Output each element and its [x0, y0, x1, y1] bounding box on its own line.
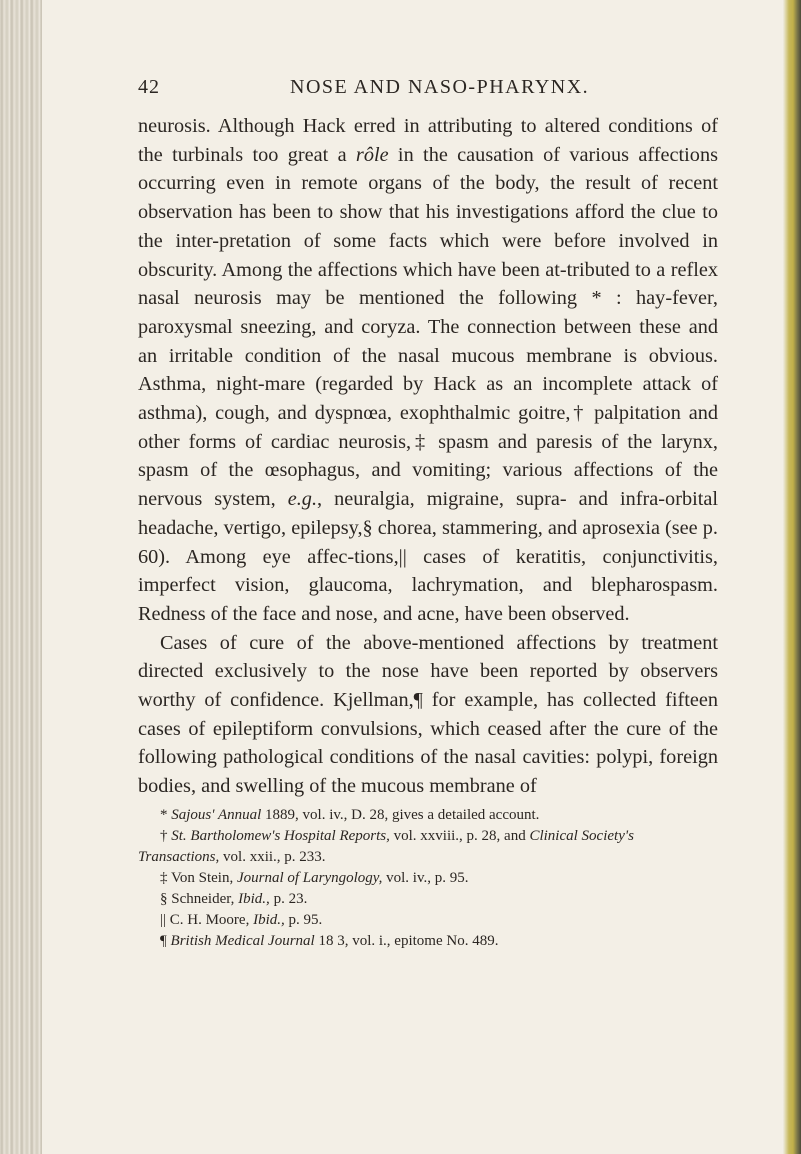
binding-gutter-left — [0, 0, 42, 1154]
footnote: ¶ British Medical Journal 18 3, vol. i., epitome No. 489. — [160, 932, 499, 949]
page-number: 42 — [138, 76, 160, 98]
footnotes — [138, 805, 718, 952]
book-page — [138, 72, 718, 952]
paragraph-2: Cases of cure of the above-mentioned affections by treatment directed exclusively to the nose have been reported by observers worthy of confidence. Kjellman,¶ for example, has collected fifteen cases of epileptiform convulsions, which ceased after the cure of the following pathological conditions of the nasal cavities: polypi, foreign bodies, and swelling of the mucous membrane of — [138, 631, 718, 798]
running-head: NOSE AND NASO-PHARYNX. — [290, 76, 590, 98]
paragraph-1: neurosis. Although Hack erred in attributing to altered conditions of the turbinals too great a rôle in the causation of various affections occurring even in remote organs of the body, the result of recent observation has been to show that his investigations afford the clue to the inter-pretation of some facts which were before involved in obscurity. Among the affections which have been at-tributed to a reflex nasal neurosis may be mentioned the following * : hay-fever, paroxysmal sneezing, and coryza. The connection between these and an irritable condition of the nasal mucous membrane is obvious. Asthma, night-mare (regarded by Hack as an incomplete attack of asthma), cough, and dyspnœa, exophthalmic goitre,† palpitation and other forms of cardiac neurosis,‡ spasm and paresis of the larynx, spasm of the œsophagus, and vomiting; various affections of the nervous system, e.g., neuralgia, migraine, supra- and infra-orbital headache, vertigo, epilepsy,§ chorea, stammering, and aprosexia (see p. 60). Among eye affec-tions,|| cases of keratitis, conjunctivitis, imperfect vision, glaucoma, lachrymation, and blepharospasm. Redness of the face and nose, and acne, have been observed. — [138, 115, 718, 625]
footnote: ‡ Von Stein, Journal of Laryngology, vol. iv., p. 95. — [160, 869, 469, 886]
body-text — [138, 112, 718, 801]
footnote: § Schneider, Ibid., p. 23. — [160, 890, 308, 907]
page-edge-right — [783, 0, 801, 1154]
footnote: † St. Bartholomew's Hospital Reports, vol. xxviii., p. 28, and Clinical Society's Transactions, vol. xxii., p. 233. — [138, 827, 634, 865]
footnote: || C. H. Moore, Ibid., p. 95. — [160, 911, 323, 928]
footnote: * Sajous' Annual 1889, vol. iv., D. 28, gives a detailed account. — [160, 806, 540, 823]
page-header — [138, 72, 718, 112]
